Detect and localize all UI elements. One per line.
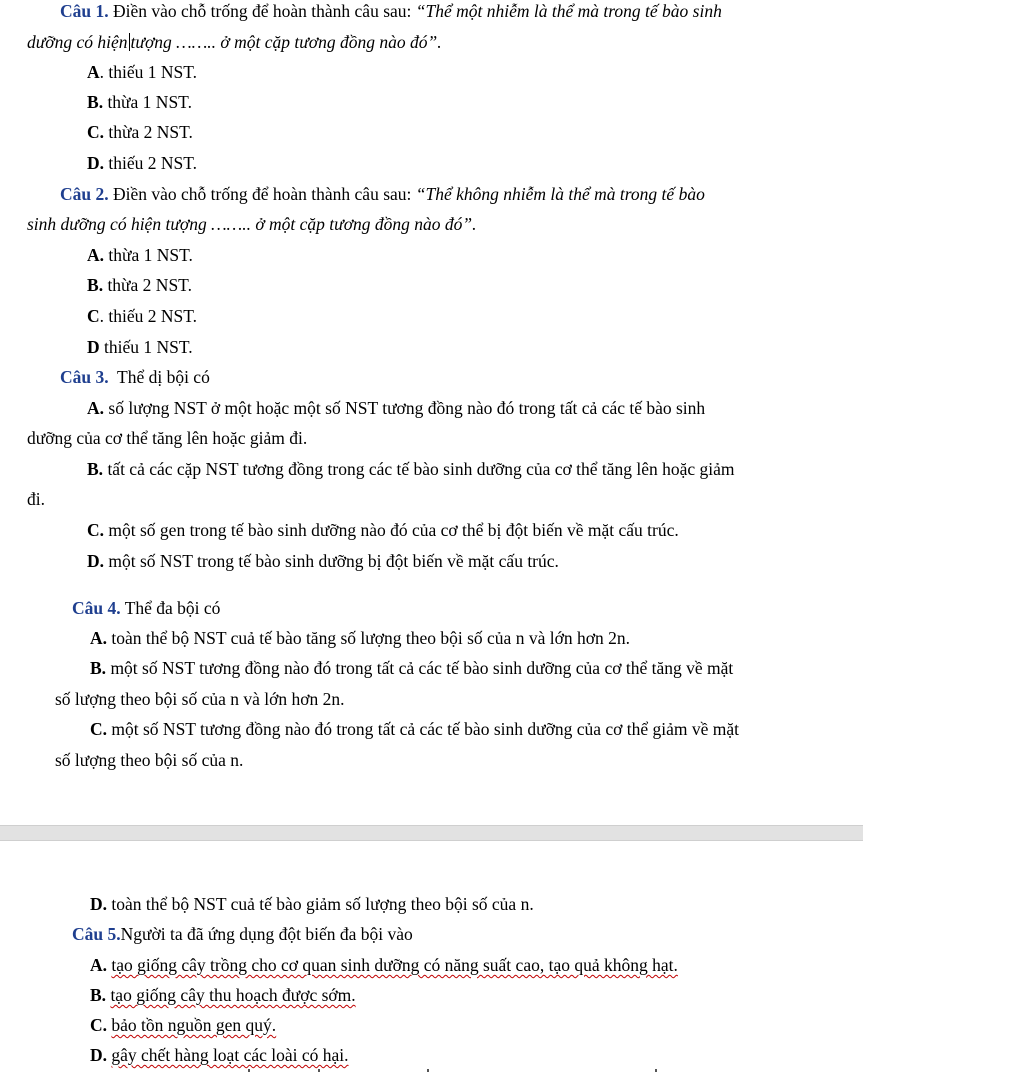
option-letter: C. [87, 520, 105, 540]
q4-option-d [90, 893, 534, 915]
option-text: thiếu 2 NST. [108, 306, 198, 326]
q4-option-a [90, 627, 630, 649]
option-letter: B. [87, 459, 104, 479]
option-sep: . [99, 306, 105, 326]
q5-option-a [90, 954, 678, 976]
option-text: tạo giống cây thu hoạch được sớm. [110, 985, 356, 1005]
q1-option-c [87, 121, 193, 143]
q5-stem: Người ta đã ứng dụng đột biến đa bội vào [120, 924, 413, 944]
option-text: số lượng NST ở một hoặc một số NST tương đồng nào đó trong tất cả các tế bào sinh [108, 398, 706, 418]
q3-option-a [87, 397, 705, 419]
page-break-bar [0, 825, 863, 841]
option-letter: D. [90, 1045, 108, 1065]
q4-option-b [90, 657, 733, 679]
option-letter: A. [90, 955, 108, 975]
q1-number: Câu 1. [60, 1, 109, 21]
q4-option-b-cont: số lượng theo bội số của n và lớn hơn 2n. [55, 689, 345, 709]
option-text: một số NST tương đồng nào đó trong tất cả các tế bào sinh dưỡng của cơ thể tăng về mặt [110, 658, 734, 678]
q1-option-b [87, 91, 192, 113]
q2-option-b [87, 274, 192, 296]
option-sep: . [99, 122, 105, 142]
q1-quote-part1: “Thể một nhiễm là thể mà trong tế bào sinh [415, 1, 722, 21]
option-text: bảo tồn nguồn gen quý. [111, 1015, 277, 1035]
option-text: thiếu 2 NST. [108, 153, 198, 173]
q1-line1 [60, 0, 722, 22]
q1-option-d [87, 152, 197, 174]
q4-option-c [90, 718, 739, 740]
option-text: một số NST trong tế bào sinh dưỡng bị đột biến về mặt cấu trúc. [108, 551, 559, 571]
option-letter: A [87, 62, 100, 82]
q3-stem-line [60, 366, 210, 388]
text-cursor [129, 33, 130, 51]
q2-quote-part1: “Thể không nhiễm là thể mà trong tế bào [415, 184, 705, 204]
q5-number: Câu 5. [72, 924, 121, 944]
q5-option-b [90, 984, 356, 1006]
option-text: gây chết hàng loạt các loài có hại. [111, 1045, 349, 1065]
q2-option-d [87, 336, 193, 358]
option-letter: A [87, 245, 100, 265]
option-letter: C [87, 122, 100, 142]
q3-stem: Thể dị bội có [117, 367, 210, 387]
option-text: tất cả các cặp NST tương đồng trong các tế bào sinh dưỡng của cơ thể tăng lên hoặc giảm [107, 459, 735, 479]
q1-quote-part2a: dưỡng có hiện [27, 32, 128, 52]
option-letter: B. [90, 658, 107, 678]
q3-option-b-cont: đi. [27, 489, 45, 509]
option-sep: . [99, 62, 105, 82]
option-text: thừa 1 NST. [108, 245, 193, 265]
option-text: một số NST tương đồng nào đó trong tất cả các tế bào sinh dưỡng của cơ thể giảm về mặt [111, 719, 740, 739]
q4-number: Câu 4. [72, 598, 121, 618]
q4-option-c-cont: số lượng theo bội số của n. [55, 750, 244, 770]
option-text: thiếu 1 NST. [104, 337, 193, 357]
q3-option-c [87, 519, 679, 541]
q1-quote-part2b: tượng …….. ở một cặp tương đồng nào đó”. [130, 32, 442, 52]
option-letter: D. [87, 551, 105, 571]
q2-option-c [87, 305, 197, 327]
q3-option-a-cont: dưỡng của cơ thể tăng lên hoặc giảm đi. [27, 428, 308, 448]
option-sep: . [99, 153, 105, 173]
q1-line2 [27, 31, 442, 53]
q5-option-d [90, 1044, 349, 1066]
option-text: một số gen trong tế bào sinh dưỡng nào đó của cơ thể bị đột biến về mặt cấu trúc. [108, 520, 679, 540]
option-letter: A. [90, 628, 108, 648]
option-text: tạo giống cây trồng cho cơ quan sinh dưỡng có năng suất cao, tạo quả không hạt. [111, 955, 678, 975]
option-text: toàn thể bộ NST cuả tế bào giảm số lượng theo bội số của n. [111, 894, 534, 914]
option-letter: B [87, 275, 99, 295]
q2-option-a [87, 244, 193, 266]
option-letter: C [87, 306, 100, 326]
q3-option-b [87, 458, 735, 480]
q5-option-c [90, 1014, 276, 1036]
q2-quote-part2: sinh dưỡng có hiện tượng …….. ở một cặp tương đồng nào đó”. [27, 214, 477, 234]
q1-option-a [87, 61, 197, 83]
option-text: toàn thể bộ NST cuả tế bào tăng số lượng theo bội số của n và lớn hơn 2n. [111, 628, 630, 648]
q4-stem-line [72, 597, 220, 619]
option-text: thiếu 1 NST. [108, 62, 198, 82]
option-letter: C. [90, 719, 108, 739]
q1-prompt: Điền vào chỗ trống để hoàn thành câu sau: [113, 1, 412, 21]
option-sep: . [99, 245, 105, 265]
q5-stem-line [72, 923, 413, 945]
option-letter: B. [90, 985, 107, 1005]
q2-number: Câu 2. [60, 184, 109, 204]
option-letter: B [87, 92, 99, 112]
q2-line1 [60, 183, 705, 205]
option-letter: C. [90, 1015, 108, 1035]
option-letter: D. [90, 894, 108, 914]
option-letter: D [87, 337, 100, 357]
q2-prompt: Điền vào chỗ trống để hoàn thành câu sau: [113, 184, 412, 204]
clipped-next-line [0, 1069, 1024, 1074]
option-text: thừa 2 NST. [108, 122, 193, 142]
q3-option-d [87, 550, 559, 572]
q4-stem: Thể đa bội có [124, 598, 221, 618]
option-sep: . [98, 275, 104, 295]
option-letter: D [87, 153, 100, 173]
q3-number: Câu 3. [60, 367, 109, 387]
option-text: thừa 2 NST. [107, 275, 192, 295]
option-text: thừa 1 NST. [107, 92, 192, 112]
option-letter: A. [87, 398, 105, 418]
option-sep: . [98, 92, 104, 112]
